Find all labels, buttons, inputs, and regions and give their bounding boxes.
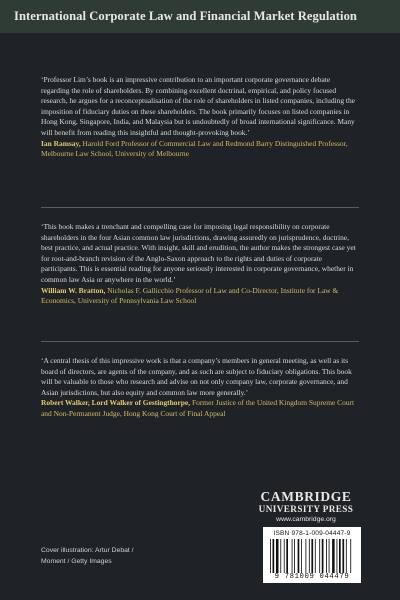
praise-block-2 <box>41 222 359 307</box>
praise-role-1: Harold Ford Professor of Commercial Law and Redmond Barry Distinguished Professor, Melbourne Law School, University of Melbourne <box>41 138 348 159</box>
praise-quote-3: ‘A central thesis of this impressive work is that a company’s members in general meeting, as well as its board of directors, are agents of the company, and as such are subject to fiduciary obligations. This book will be valuable to those who research and advise on not only company law, corporate governance, and Asian jurisdictions, but also equity and common law more generally.’ <box>41 356 352 397</box>
praise-quote-1: ‘Professor Lim’s book is an impressive contribution to an important corporate governance debate regarding the role of shareholders. By combining excellent doctrinal, empirical, and policy focused research, he argues for a reconceptualisation of the role of shareholders in listed companies, including the imposition of fiduciary duties on these shareholders. The book primarily focuses on listed companies in Hong Kong, Singapore, India, and Malaysia but is undoubtedly of broad international significance. Many will benefit from reading this insightful and thought-provoking book.’ <box>41 75 355 137</box>
cover-credit <box>41 545 181 567</box>
publisher-sub: UNIVERSITY PRESS <box>258 504 354 514</box>
praise-name-2: William W. Bratton, <box>41 285 106 295</box>
publisher-url: www.cambridge.org <box>276 516 336 523</box>
barcode-icon <box>269 539 355 573</box>
praise-role-3: Former Justice of the United Kingdom Supreme Court and Non-Permanent Judge, Hong Kong Court of Final Appeal <box>41 398 355 418</box>
cover-credit-line-1: Cover illustration: Artur Debat / <box>41 547 134 554</box>
praise-name-1: Ian Ramsay, <box>41 138 81 148</box>
divider-2 <box>41 341 359 342</box>
series-band <box>0 0 400 33</box>
cover-credit-line-2: Moment / Getty Images <box>41 558 112 565</box>
praise-role-2: Nicholas F. Gallicchio Professor of Law and Co-Director, Institute for Law & Economics, University of Pennsylvania Law School <box>41 285 339 306</box>
isbn-label: ISBN 978-1-009-04447-9 <box>273 530 351 537</box>
isbn-barcode <box>263 527 361 583</box>
series-title: International Corporate Law and Financial Market Regulation <box>14 9 357 23</box>
barcode-digits: 9 781009 044479 <box>274 573 350 581</box>
praise-block-3 <box>41 356 359 420</box>
cambridge-logo <box>252 490 360 524</box>
praise-block-1 <box>41 75 359 160</box>
publisher-name: CAMBRIDGE <box>260 489 352 504</box>
praise-quote-2: ‘This book makes a trenchant and compelling case for imposing legal responsibility on corporate shareholders in the four Asian common law jurisdictions, drawing assuredly on jurisprudence, doctrine, best practice, and actual practice. With insight, skill and erudition, the author makes the strongest case yet for root-and-branch revision of the Anglo-Saxon approach to the rights and duties of corporate participants. This is essential reading for anyone seriously interested in corporate governance, whether in common law Asia or anywhere in the world.’ <box>41 222 356 284</box>
praise-name-3: Robert Walker, Lord Walker of Gestingthorpe, <box>41 398 191 408</box>
divider-1 <box>41 207 359 208</box>
